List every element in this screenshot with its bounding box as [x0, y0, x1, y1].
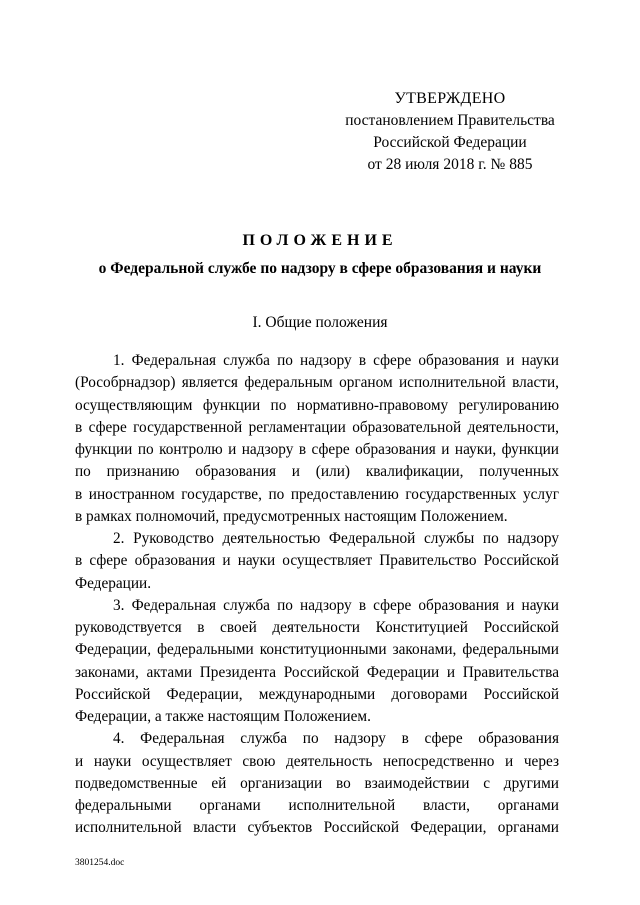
body-line: Федерации, федеральными конституционными законами, федеральными: [75, 641, 559, 659]
document-body: [75, 350, 559, 840]
body-line: Федерации.: [75, 574, 152, 592]
approval-heading: УТВЕРЖДЕНО: [394, 90, 506, 107]
body-line: по признанию образования и (или) квалификации, полученных: [75, 463, 559, 481]
file-name-footer: 3801254.doc: [75, 858, 125, 868]
body-line: исполнительной власти субъектов Российской Федерации, органами: [75, 819, 559, 837]
approval-line-2: Российской Федерации: [373, 134, 527, 151]
document-title: ПОЛОЖЕНИЕ: [242, 232, 398, 249]
body-line: в сфере образования и науки осуществляет Правительство Российской: [75, 552, 559, 570]
body-line: (Рособрнадзор) является федеральным органом исполнительной власти,: [75, 374, 559, 392]
body-line: в рамках полномочий, предусмотренных настоящим Положением.: [75, 507, 508, 525]
body-line: в иностранном государстве, по предоставлению государственных услуг: [75, 485, 559, 503]
body-line: федеральными органами исполнительной власти, органами: [75, 797, 559, 814]
body-line: 1. Федеральная служба по надзору в сфере образования и науки: [113, 352, 559, 369]
body-line: 4. Федеральная служба по надзору в сфере образования: [113, 730, 559, 748]
body-line: подведомственные ей организации во взаимодействии с другими: [75, 774, 559, 792]
section-heading: I. Общие положения: [252, 314, 388, 331]
body-line: 3. Федеральная служба по надзору в сфере образования и науки: [113, 596, 559, 614]
body-line: в сфере государственной регламентации образовательной деятельности,: [75, 418, 559, 436]
body-line: и науки осуществляет свою деятельность непосредственно и через: [75, 752, 559, 770]
document-subtitle: о Федеральной службе по надзору в сфере образования и науки: [98, 260, 542, 277]
body-line: руководствуется в своей деятельности Конституцией Российской: [75, 619, 559, 636]
body-line: законами, актами Президента Российской Федерации и Правительства: [75, 663, 559, 681]
body-line: Федерации, а также настоящим Положением.: [75, 708, 371, 725]
approval-line-3: от 28 июля 2018 г. № 885: [367, 156, 533, 173]
body-line: функции по контролю и надзору в сфере образования и науки, функции: [75, 441, 559, 458]
approval-line-1: постановлением Правительства: [345, 112, 555, 129]
body-line: Российской Федерации, международными договорами Российской: [75, 685, 559, 703]
approval-block: [320, 88, 580, 176]
body-line: 2. Руководство деятельностью Федеральной службы по надзору: [113, 530, 559, 547]
body-line: осуществляющим функции по нормативно-правовому регулированию: [75, 396, 559, 414]
